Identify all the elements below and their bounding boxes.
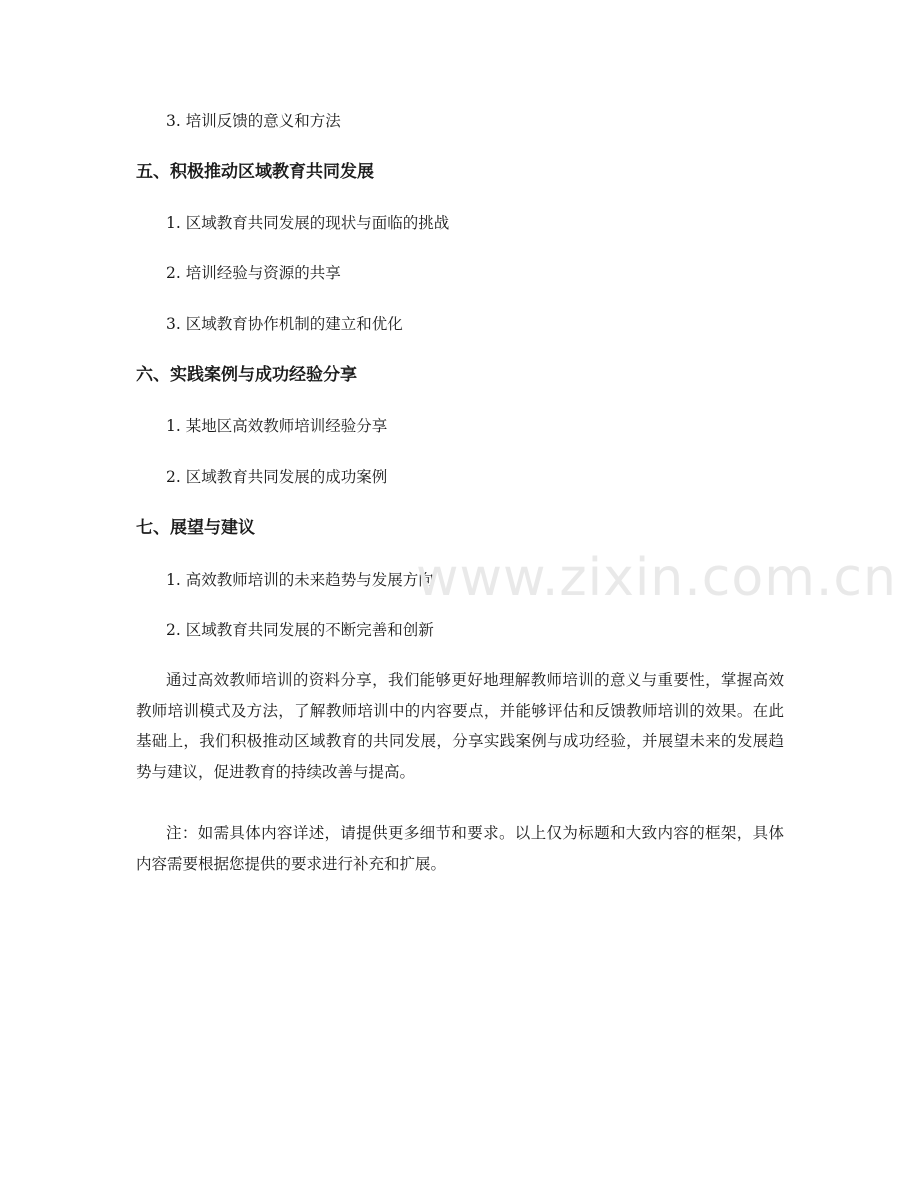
summary-paragraph: 通过高效教师培训的资料分享，我们能够更好地理解教师培训的意义与重要性，掌握高效教师培训模式及方法，了解教师培训中的内容要点，并能够评估和反馈教师培训的效果。在此基础上，我们积极推动区域教育的共同发展，分享实践案例与成功经验，并展望未来的发展趋势与建议，促进教育的持续改善与提高。 bbox=[136, 671, 784, 781]
section-heading-5: 五、积极推动区域教育共同发展 bbox=[136, 162, 374, 182]
list-item: 3. 培训反馈的意义和方法 bbox=[166, 112, 341, 130]
list-item: 1. 高效教师培训的未来趋势与发展方向 bbox=[166, 571, 434, 589]
list-item: 2. 区域教育共同发展的成功案例 bbox=[166, 468, 388, 486]
list-item: 1. 区域教育共同发展的现状与面临的挑战 bbox=[166, 214, 450, 232]
list-item: 3. 区域教育协作机制的建立和优化 bbox=[166, 315, 403, 333]
section-heading-7: 七、展望与建议 bbox=[136, 518, 255, 538]
list-item: 2. 区域教育共同发展的不断完善和创新 bbox=[166, 621, 434, 639]
section-heading-6: 六、实践案例与成功经验分享 bbox=[136, 365, 357, 385]
watermark: www.zixin.com.cn bbox=[416, 548, 897, 608]
list-item: 2. 培训经验与资源的共享 bbox=[166, 264, 341, 282]
list-item: 1. 某地区高效教师培训经验分享 bbox=[166, 417, 388, 435]
note-paragraph: 注：如需具体内容详述，请提供更多细节和要求。以上仅为标题和大致内容的框架，具体内容需要根据您提供的要求进行补充和扩展。 bbox=[136, 824, 784, 873]
